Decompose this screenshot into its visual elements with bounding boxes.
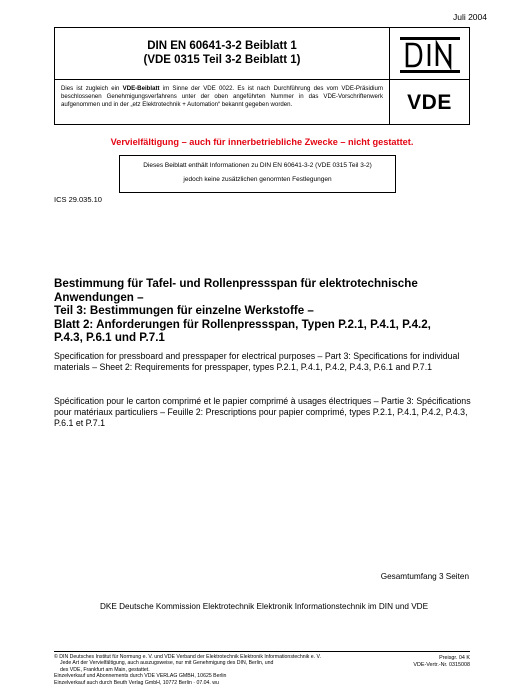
vde-number: (VDE 0315 Teil 3-2 Beiblatt 1): [143, 54, 301, 66]
total-pages: Gesamtumfang 3 Seiten: [380, 572, 469, 581]
din-logo-box: [390, 27, 470, 80]
publication-date: Juli 2004: [452, 12, 487, 22]
german-title: Bestimmung für Tafel- und Rollenpressspan für elektrotechnische Anwendungen – Teil 3: Bestimmungen für einzelne Werkstoffe – Blatt 2: Anforderungen für Rollenpressspan, Typen P.2.1, P.4.1, P.4.2, P.4.3, P.6.1 und P.7.1: [54, 277, 431, 345]
document-title-box: [54, 27, 390, 80]
supplement-note: [119, 155, 396, 193]
document-number: DIN EN 60641-3-2 Beiblatt 1: [147, 40, 297, 52]
order-number: VDE-Vertr.-Nr. 0315008: [413, 661, 470, 668]
vde-logo: VDE: [390, 80, 470, 125]
french-title: Spécification pour le carton comprimé et le papier comprimé à usages électriques – Partie 3: Spécifications pour matériaux particuliers – Feuille 2: Prescriptions pour papier comprimé, types P.2.1, P.4.1, P.4.2, P.4.3, P.6.1 et P.7.1: [54, 396, 471, 428]
supplement-note-line2: jedoch keine zusätzlichen genormten Festlegungen: [183, 176, 332, 183]
english-title: Specification for pressboard and presspaper for electrical purposes – Part 3: Specifications for individual materials – Sheet 2: Requirements for presspaper, types P.2.1, P.4.1, P.4.2, P.4.3, P.6.1 and P.7.1: [54, 351, 460, 372]
ics-code: ICS 29.035.10: [54, 195, 102, 204]
reproduction-notice: Vervielfältigung – auch für innerbetriebliche Zwecke – nicht gestattet.: [110, 137, 414, 147]
price-info: [413, 655, 470, 668]
din-logo: [400, 37, 460, 73]
footer-divider: [54, 651, 470, 652]
dke-line: DKE Deutsche Kommission Elektrotechnik Elektronik Informationstechnik im DIN und VDE: [99, 602, 429, 611]
supplement-note-line1: Dieses Beiblatt enthält Informationen zu DIN EN 60641-3-2 (VDE 0315 Teil 3-2): [143, 162, 372, 169]
vde-notice: Dies ist zugleich ein VDE-Beiblatt im Sinne der VDE 0022. Es ist nach Durchführung des vom VDE-Präsidium beschlossenen Genehmigungsverfahrens unter der oben angeführten Nummer in das VDE-Vorschriftenwerk aufgenommen und in der „etz Elektrotechnik + Automation“ bekannt gegeben worden.: [54, 80, 390, 125]
copyright-footer: © DIN Deutsches Institut für Normung e. V. und VDE Verband der Elektrotechnik Elektronik Informationstechnik e. V. Jede Art der Vervielfältigung, auch auszugsweise, nur mit Genehmigung des DIN, Berlin, und des VDE, Frankfurt am Main, gestattet. Einzelverkauf und Abonnements durch VDE VERLAG GMBH, 10625 Berlin Einzelverkauf auch durch Beuth Verlag GmbH, 10772 Berlin · 07.04. wu: [54, 654, 321, 686]
price-group: Preisgr. 04 K: [439, 655, 470, 661]
